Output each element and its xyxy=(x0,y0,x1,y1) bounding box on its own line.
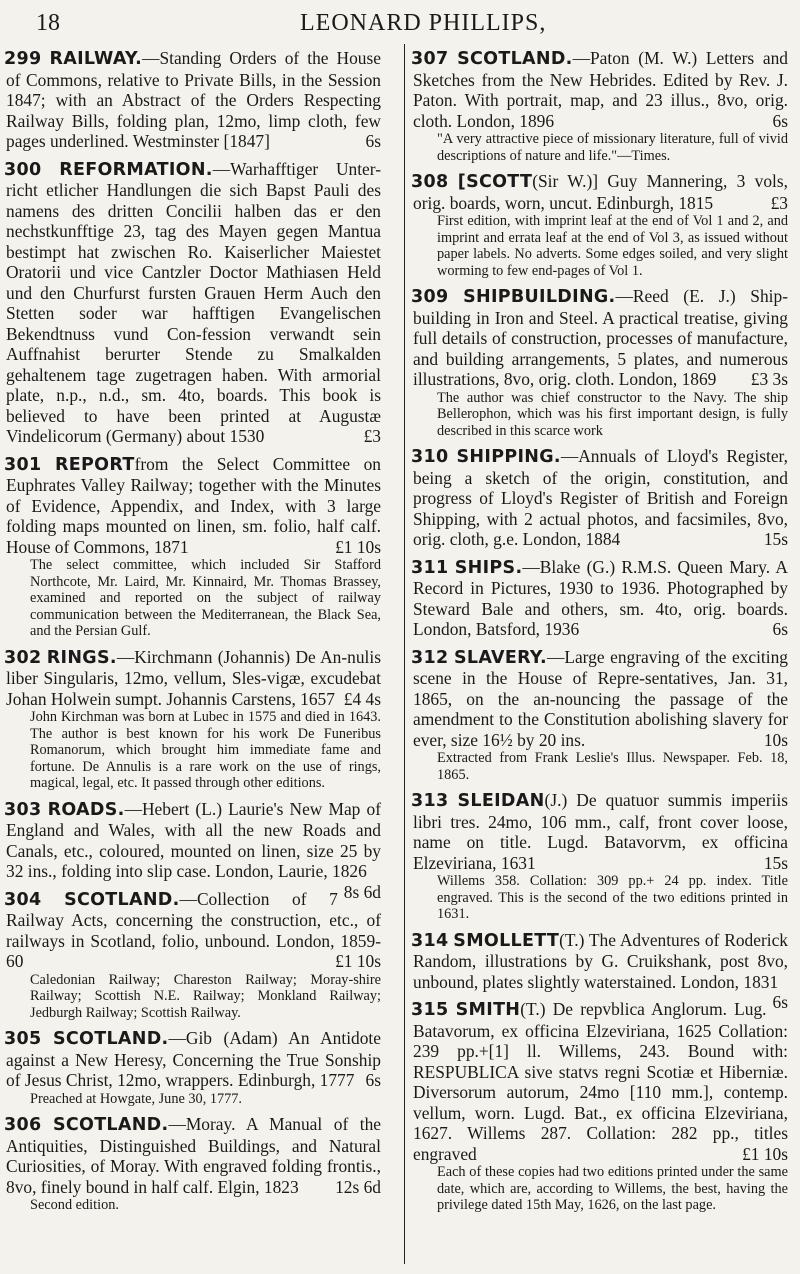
entry-description: (T.) De repvblica Anglorum. Lug. Batavorum, ex officina Elzeviriana, 1625 Collation: 239 pp.+[1] ll. Willems, 243. Bound with: RESPUBLICA sive statvs regni Scotiæ et Hiberniæ. Diversorum autorum, 24mo [110 mm.], contemp. vellum, worn. Lugd. Bat., ex officina Elzeviriana, 1627. Willems 287. Collation: 282 pp., titles engraved xyxy=(413,999,788,1164)
entry-heading: SMITH xyxy=(455,1000,521,1020)
entry-price: 15s xyxy=(763,529,788,549)
entry-number: 299 xyxy=(4,49,42,69)
catalogue-entry xyxy=(413,999,788,1214)
entry-price: £1 10s xyxy=(335,536,381,557)
entry-price: 8s 6d xyxy=(343,881,381,902)
page-number: 18 xyxy=(36,10,60,36)
catalogue-entry xyxy=(6,889,381,1022)
catalogue-entry xyxy=(413,446,788,550)
entry-number: 309 xyxy=(411,287,449,307)
catalogue-entry xyxy=(6,48,381,152)
entry-heading: ROADS. xyxy=(47,799,125,820)
entry-price: 15s xyxy=(763,852,788,873)
entry-number: 315 xyxy=(411,1000,449,1020)
entry-description: —Large engraving of the exciting scene in the House of Repre-sentatives, Jan. 31, 1865, on the an-nouncing the passage of the amendment to the Constitution abolishing slavery for ever, size 16½ by 20 ins. xyxy=(413,646,788,750)
entry-description: —Blake (G.) R.M.S. Queen Mary. A Record in Pictures, 1930 to 1936. Photographed by Steward Bale and others, sm. 4to, orig. boards. London, Batsford, 1936 xyxy=(413,556,788,639)
entry-number: 310 xyxy=(411,447,449,467)
entry-number: 311 xyxy=(411,557,449,578)
catalogue-entry xyxy=(413,557,788,640)
catalogue-entry xyxy=(413,171,788,279)
catalogue-entry xyxy=(6,1028,381,1107)
entry-note: Caledonian Railway; Chareston Railway; Moray-shire Railway; Scottish N.E. Railway; Monkland Railway; Jedburgh Railway; Scottish Railway. xyxy=(30,971,381,1021)
catalogue-entry xyxy=(6,647,381,792)
entry-description: —Paton (M. W.) Letters and Sketches from the New Hebrides. Edited by Rev. J. Paton. With portrait, map, and 23 illus., 8vo, orig. cloth. London, 1896 xyxy=(413,48,788,131)
entry-heading: SMOLLETT xyxy=(453,930,560,951)
entry-note: Each of these copies had two editions printed under the same date, which are, according to Willems, the best, having the privilege dated 15th May, 1626, on the last page. xyxy=(437,1164,788,1213)
left-column xyxy=(6,48,381,1221)
entry-heading: SHIPPING. xyxy=(456,447,561,467)
catalogue-entry xyxy=(413,48,788,164)
entry-price: 6s xyxy=(772,619,788,639)
right-column xyxy=(413,48,788,1221)
entry-description: (J.) De quatuor summis imperiis libri tres. 24mo, 106 mm., calf, front cover loose, name on title. Lugd. Batavorvm, ex officina Elzeviriana, 1631 xyxy=(413,790,788,873)
entry-description: —Annuals of Lloyd's Register, being a sketch of the origin, constitution, and progress of Lloyd's Register of British and Foreign Shipping, with 2 actual photos, and facsimiles, 8vo, orig. cloth, g.e. London, 1884 xyxy=(413,446,788,549)
entry-heading: SCOTLAND. xyxy=(53,1029,169,1049)
entry-heading: RINGS. xyxy=(46,647,117,668)
entry-heading: RAILWAY. xyxy=(49,49,143,69)
entry-description: —Hebert (L.) Laurie's New Map of England and Wales, with all the new Roads and Canals, etc., coloured, mounted on linen, size 25 by 32 ins., folding into slip case. London, Laurie, 1826 xyxy=(6,798,381,881)
entry-note: The select committee, which included Sir Stafford Northcote, Mr. Laird, Mr. Kinnaird, Mr. Thomas Brassey, examined and reported on the subject of railway communication between the Mediterranean, the Black Sea, and the Persian Gulf. xyxy=(30,557,381,639)
entry-note: The author was chief constructor to the Navy. The ship Bellerophon, which was his first important design, is fully described in this scarce work xyxy=(437,389,788,439)
entry-heading: SCOTLAND. xyxy=(52,1115,169,1135)
entry-heading: SHIPBUILDING. xyxy=(463,287,616,307)
catalogue-entry xyxy=(6,454,381,640)
entry-number: 304 xyxy=(4,889,42,910)
entry-price: £3 3s xyxy=(750,369,788,389)
catalogue-entry xyxy=(6,1114,381,1214)
entry-note: "A very attractive piece of missionary literature, full of vivid descriptions of nature and life."—Times. xyxy=(437,131,788,164)
entry-price: 6s xyxy=(772,110,788,131)
entry-note: Second edition. xyxy=(30,1197,119,1213)
entry-heading: SCOTLAND. xyxy=(64,889,180,910)
entry-description: —Kirchmann (Johannis) De An-nulis liber Singularis, 12mo, vellum, Sles-vigæ, excudebat Johan Holwein sumpt. Johannis Carstens, 1657 xyxy=(6,646,381,709)
entry-number: 301 xyxy=(4,454,42,475)
entry-price: £3 xyxy=(363,426,381,446)
entry-number: 307 xyxy=(411,49,449,69)
entry-note: John Kirchman was born at Lubec in 1575 and died in 1643. The author is best known for his work De Funeribus Romanorum, which brought him immediate fame and fortune. De Annulis is a rare work on the use of rings, magical, legal, etc. It passed through other editions. xyxy=(30,709,381,791)
entry-number: 314 xyxy=(411,930,449,951)
entry-description: from the Select Committee on Euphrates Valley Railway; together with the Minutes of Evidence, Appendix, and Index, with 3 large folding maps mounted on linen, sm. folio, half calf. House of Commons, 1871 xyxy=(6,453,381,557)
entry-description: —Moray. A Manual of the Antiquities, Distinguished Buildings, and Natural Curiosities, of Moray. With engraved folding frontis., 8vo, finely bound in half calf. Elgin, 1823 xyxy=(6,1114,381,1197)
entry-price: £1 10s xyxy=(335,951,381,971)
entry-number: 313 xyxy=(411,791,449,811)
catalogue-entry xyxy=(413,286,788,439)
entry-description: —Warhafftiger Unter-richt etlicher Handlungen die sich Bapst Pauli des namens des dritten Concilii halben das er den nechstkunfftige 23, tag des Mayen gegen Mantua bestimpt hat zwischen Ro. Kaiserlicher Maiestet Oratorii und vice Cantzler Doctor Mathiasen Held und den Churfurst fursten Grauen Herm Auch den Stetten soder war hafftigen Evangelischen Bekendtnuss vund Con-fession verwandt sein Auffnahist berurter Stende zu Smalkalden gehaltenem tage zugetragen haben. With armorial plate, n.p., n.d., sm. 4to, boards. This book is believed to have been printed at Augustæ Vindelicorum (Germany) about 1530 xyxy=(6,158,381,446)
entry-note: Extracted from Frank Leslie's Illus. Newspaper. Feb. 18, 1865. xyxy=(437,750,788,783)
entry-number: 306 xyxy=(4,1115,42,1135)
entry-price: £1 10s xyxy=(742,1143,788,1164)
entry-note: First edition, with imprint leaf at the end of Vol 1 and 2, and imprint and errata leaf at the end of Vol 3, as issued without paper labels. No adverts. Some edges soiled, and very slight worming to few end-pages of Vol 1. xyxy=(437,213,788,279)
entry-heading: SCOTLAND. xyxy=(457,49,573,69)
entry-number: 308 xyxy=(411,172,449,192)
entry-note: Willems 358. Collation: 309 pp.+ 24 pp. index. Title engraved. This is the second of the two editions printed in 1631. xyxy=(437,873,788,922)
entry-number: 305 xyxy=(4,1029,42,1049)
entry-price: £3 xyxy=(770,192,788,213)
entry-heading: SHIPS. xyxy=(454,557,523,578)
entry-heading: [SCOTT xyxy=(457,172,533,192)
entry-heading: SLAVERY. xyxy=(453,647,547,668)
entry-number: 312 xyxy=(411,647,449,668)
page-header xyxy=(0,4,800,44)
entry-price: £4 4s xyxy=(343,688,381,709)
entry-description: —Gib (Adam) An Antidote against a New Heresy, Concerning the True Sonship of Jesus Christ, 12mo, wrappers. Edinburgh, 1777 xyxy=(6,1028,381,1090)
entry-price: 10s xyxy=(763,729,788,750)
catalogue-entry xyxy=(413,790,788,923)
entry-number: 302 xyxy=(4,647,42,668)
running-title: LEONARD PHILLIPS, xyxy=(300,10,547,36)
entry-description: —Collection of 7 Railway Acts, concerning the construction, etc., of railways in Scotland, folio, unbound. London, 1859-60 xyxy=(6,888,381,971)
entry-price: 6s xyxy=(365,131,381,151)
entry-description: —Standing Orders of the House of Commons, relative to Private Bills, in the Session 1847; with an Abstract of the Orders Respecting Railway Bills, folding plan, 12mo, limp cloth, few pages underlined. Westminster [1847] xyxy=(6,48,381,151)
entry-price: 12s 6d xyxy=(335,1176,381,1197)
entry-heading: REFORMATION. xyxy=(59,159,213,180)
entry-note: Preached at Howgate, June 30, 1777. xyxy=(30,1090,243,1107)
entry-number: 303 xyxy=(4,799,42,820)
catalogue-entry xyxy=(6,159,381,447)
entry-number: 300 xyxy=(4,159,42,180)
entry-price: 6s xyxy=(772,992,788,1012)
entry-heading: SLEIDAN xyxy=(457,791,545,811)
entry-heading: REPORT xyxy=(55,454,135,475)
entry-description: —Reed (E. J.) Ship-building in Iron and Steel. A practical treatise, giving full details of construction, processes of manufacture, and building arrangements, 5 plates, and numerous illustrations, 8vo, orig. cloth. London, 1869 xyxy=(413,286,788,389)
catalogue-entry xyxy=(413,647,788,784)
column-divider xyxy=(404,44,405,1264)
entry-description: (Sir W.)] Guy Mannering, 3 vols, orig. boards, worn, uncut. Edinburgh, 1815 xyxy=(413,171,788,213)
entry-description: (T.) The Adventures of Roderick Random, illustrations by G. Cruikshank, post 8vo, unbound, plates slightly waterstained. London, 1831 xyxy=(413,929,788,992)
entry-price: 6s xyxy=(365,1070,381,1090)
